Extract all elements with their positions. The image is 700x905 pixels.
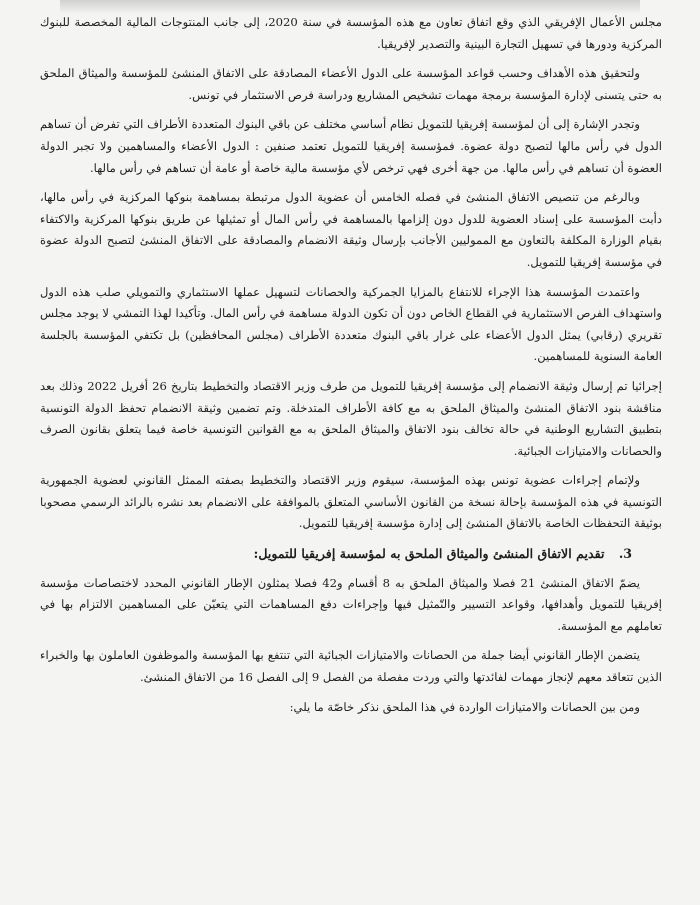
paragraph-7: ولإتمام إجراءات عضوية تونس بهذه المؤسسة، سيقوم وزير الاقتصاد والتخطيط بصفته الممثل القانوني لعضوية الجمهورية التونسية في هذه المؤسسة بإحالة نسخة من القانون الأساسي المتعلق بالموافقة على الانضمام بعد نشره بالرائد الرسمي مصحوبا بوثيقة التحفظات الخاصة بالاتفاق المنشئ إلى إدارة مؤسسة إفريقيا للتمويل. bbox=[40, 473, 662, 531]
paragraph-1: مجلس الأعمال الإفريقي الذي وقع اتفاق تعاون مع هذه المؤسسة في سنة 2020، إلى جانب المنتوجات المالية المخصصة للبنوك المركزية ودورها في تسهيل التجارة البينية والتصدير لإفريقيا. bbox=[40, 15, 662, 51]
section-heading bbox=[40, 543, 662, 565]
paragraph-3: وتجدر الإشارة إلى أن لمؤسسة إفريقيا للتمويل نظام أساسي مختلف عن باقي البنوك المتعددة الأطراف التي تفرض أن تساهم الدول في رأس مالها لتصبح دولة عضوة. فمؤسسة إفريقيا للتمويل تعتمد صنفين : الدول الأعضاء والمساهمين ولا تجبر الدولة العضوة أن تساهم في رأس مالها. من جهة أخرى فهي ترخص لأي مؤسسة مالية خاصة أو عامة أن تساهم في رأس مالها. bbox=[40, 117, 662, 175]
paragraph-6: إجرائيا تم إرسال وثيقة الانضمام إلى مؤسسة إفريقيا للتمويل من طرف وزير الاقتصاد والتخطيط بتاريخ 26 أفريل 2022 وذلك بعد مناقشة بنود الاتفاق المنشئ والميثاق الملحق به مع كافة الأطراف المتدخلة. وتم تضمين وثيقة الانضمام تحفظ الدولة التونسية بتطبيق التشاريع الوطنية في حالة تخالف بنود الاتفاق والميثاق الملحق به مع القوانين التونسية خاصة فيما يتعلق بقانون الصرف والحصانات والامتيازات الجبائية. bbox=[40, 378, 663, 458]
section-number: 3. bbox=[618, 546, 632, 562]
closing-line: ومن بين الحصانات والامتيازات الواردة في هذا الملحق نذكر خاصّة ما يلي: bbox=[289, 699, 640, 714]
paragraph-2: ولتحقيق هذه الأهداف وحسب قواعد المؤسسة على الدول الأعضاء المصادقة على الاتفاق المنشئ للمؤسسة والميثاق الملحق به حتى يتسنى لإدارة المؤسسة برمجة مهمات تشخيص المشاريع ودراسة فرص الاستثمار في تونس. bbox=[40, 66, 662, 102]
document-body bbox=[40, 12, 662, 726]
paragraph-9: يتضمن الإطار القانوني أيضا جملة من الحصانات والامتيازات الجبائية التي تنتفع بها المؤسسة والموظفون العاملون بها والخبراء الذين تتعاقد معهم لإنجاز مهمات لفائدتها والتي وردت مفصلة من الفصل 9 إلى الفصل 16 من الاتفاق المنشئ. bbox=[40, 648, 662, 685]
paragraph-8: يضمّ الاتفاق المنشئ 21 فصلا والميثاق الملحق به 8 أقسام و42 فصلا يمثلون الإطار القانوني المحدد لاختصاصات مؤسسة إفريقيا للتمويل وأهدافها، وقواعد التسيير والتّمثيل فيها وإجراءات دفع المساهمات التي يتعيّن على المساهمين الالتزام بها في تعاملهم مع المؤسسة. bbox=[40, 575, 662, 633]
paragraph-5: واعتمدت المؤسسة هذا الإجراء للانتفاع بالمزايا الجمركية والحصانات لتسهيل عملها الاستثماري والتمويلي صلب هذه الدول واستهداف الفرص الاستثمارية في القطاع الخاص دون أن تكون الدولة مساهمة في رأس المال. وتأكيدا لهذا التمشي لا يوجد مجلس تقريري (رقابي) يمثل الدول الأعضاء على غرار باقي البنوك متعددة الأطراف (مجلس المحافظين) بل تكتفي المؤسسة بالجلسة العامة السنوية للمساهمين. bbox=[40, 284, 662, 364]
section-title: تقديم الاتفاق المنشئ والميثاق الملحق به لمؤسسة إفريقيا للتمويل: bbox=[253, 546, 605, 562]
paragraph-4: وبالرغم من تنصيص الاتفاق المنشئ في فصله الخامس أن عضوية الدول مرتبطة بمساهمة بنوكها المركزية في رأس مالها، دأبت المؤسسة على إسناد العضوية للدول دون إلزامها بالمساهمة في رأس المال أو تمثيلها عن طريق بنوكها المركزية والاكتفاء بقيام الوزارة المكلفة بالتعاون مع المموليين الأجانب بإرسال وثيقة الانضمام والمصادقة على الاتفاق المنشئ لتصبح الدولة عضوة في مؤسسة إفريقيا للتمويل. bbox=[40, 190, 662, 269]
